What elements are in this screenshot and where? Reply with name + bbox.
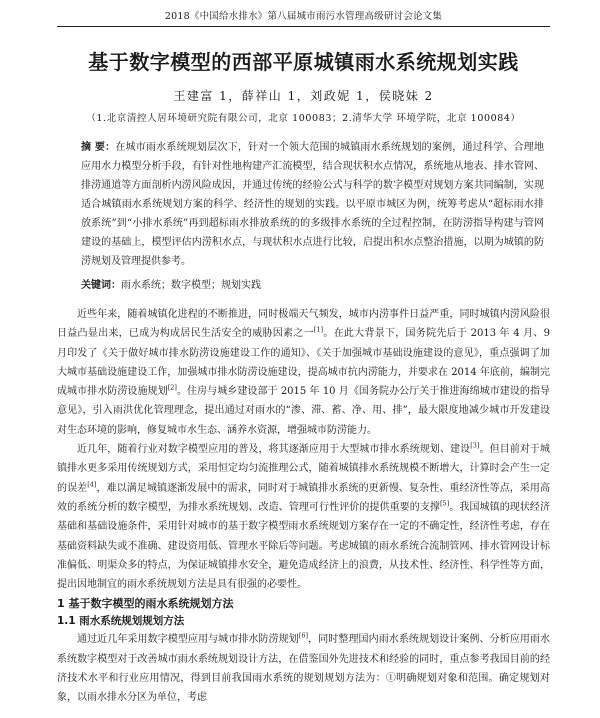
subsection-heading: 1.1 雨水系统规划规划方法 [57,615,185,628]
paragraph [57,305,550,440]
paragraph [57,440,550,594]
running-header: 2018《中国给水排水》第八届城市雨污水管理高级研讨会论文集 [57,0,550,27]
body-text [57,305,550,708]
paragraph-text: 通过近几年采用数字模型应用与城市排水防涝规划 [77,634,299,646]
keywords-label: 关键词： [81,280,121,291]
paragraph-text: 。但目前对于城镇排水更多采用传统规划方式，采用恒定均匀流推理公式，随着城镇排水系统规模不断增大，计算时会产生一定的误差 [57,444,551,494]
paragraph-text: 。在此大背景下，国务院先后于 2013 年 4 月、9 月印发了《关于做好城市排水防涝设施建设工作的通知》、《关于加强城市基础设施建设的意见》，重点强调了加大城市基础设施建设工作，加强城市排水防涝设施建设，提高城市抗内涝能力，并要求在 2014 年底前，编制完成城市排水防涝设施规划 [57,328,551,398]
paragraph-text: 近几年，随着行业对数字模型应用的普及，将其逐渐应用于大型城市排水系统规划、建设 [77,444,471,456]
abstract-text: 在城市雨水系统规划层次下，针对一个领大范围的城镇雨水系统规划的案例，通过科学、合理地应用水力模型分析手段，有针对性地构建产汇流模型，结合现状积水点情况，系统地从地表、排水管网、排涝通道等方面剖析内涝风险成因，并通过传统的经验公式与科学的数字模型对规划方案共同编制，实现适合城镇雨水系统规划方案的科学、经济性的规划的实践。以平原市城区为例，统筹考虑从“超标雨水排放系统”到“小排水系统”再到超标雨水排放系统的的多级排水系统的全过程控制，在防涝指导构建与管网建设的基础上，模型评估内涝积水点，与现状积水点进行比较，启提出积水点整治措施，以期为城镇的防涝规划及管理提供参考。 [81,142,544,267]
abstract [81,138,544,271]
paragraph-text: 。住房与城乡建设部于 2015 年 10 月《国务院办公厅关于推进海绵城市建设的指导意见》，引入雨洪优化管理理念，提出通过对雨水的“渗、滞、蓄、净、用、排”，最大限度地减少城市开发建设对生态环境的影响，修复城市水生态、涵养水资源，增强城市防涝能力。 [57,386,551,436]
paragraph-text: 近些年来，随着城镇化进程的不断推进，同时极端天气频发，城市内涝事件日益严重，同时城镇内涝风险很日益凸显出来，已成为构成居民生活安全的威胁因素之一 [57,309,550,340]
citation: [4] [87,480,97,489]
paragraph-text: 。我国城镇的现状经济基础和基础设施条件，采用针对城市的基于数字模型雨水系统规划方案存在一定的不确定性，经济性考虑，存在基础资料缺失或不准确、建设资用低、管理水平除后等问题。考虑城镇的雨水系统合流制管网、排水管网设计标准偏低、明渠众多的特点，为保证城镇排水安全，避免造成经济上的浪费，从技术性、经济性、科学性等方面，提出因地制宜的雨水系统规划方法是具有很强的必要性。 [57,501,551,591]
citation: [3] [470,441,480,450]
paragraph-text: ，同时整理国内雨水系统规划设计案例、分析应用雨水系统数字模型对于改善城市雨水系统规划设计方法，在借鉴国外先进技术和经验的同时，重点参考我国目前的经济技术水平和行业应用情况，得到目前我国雨水系统的规划规划方法为：①明确规划对象和范围。确定规划对象，以雨水排水分区为单位，考虑 [57,634,551,704]
abstract-block [81,138,544,291]
citation: [1] [313,325,324,334]
keywords-text: 雨水系统；数字模型；规划实践 [121,280,261,291]
paper-title: 基于数字模型的西部平原城镇雨水系统规划实践 [88,50,519,74]
citation: [5] [440,499,450,508]
keywords [81,276,544,291]
section-heading: 1 基于数字模型的雨水系统规划方法 [57,597,234,611]
paper-authors: 王建富 1，薛祥山 1，刘政妮 1，侯晓妹 2 [173,89,434,103]
paper-affiliation: （1.北京清控人居环境研究院有限公司，北京 100083；2.清华大学 环境学院，北京 100084） [86,113,521,124]
paragraph [57,630,550,707]
citation: [2] [167,383,177,392]
citation: [6] [298,632,309,641]
paragraph-text: ，难以满足城镇逐渐发展中的需求，同时对于城镇排水系统的更新慢、复杂性、重经济性等点，采用高效的系统分析的数字模型，为排水系统规划、改造、管理可行性评价的提供重要的支撑 [57,482,551,513]
abstract-label: 摘 要： [81,142,116,153]
